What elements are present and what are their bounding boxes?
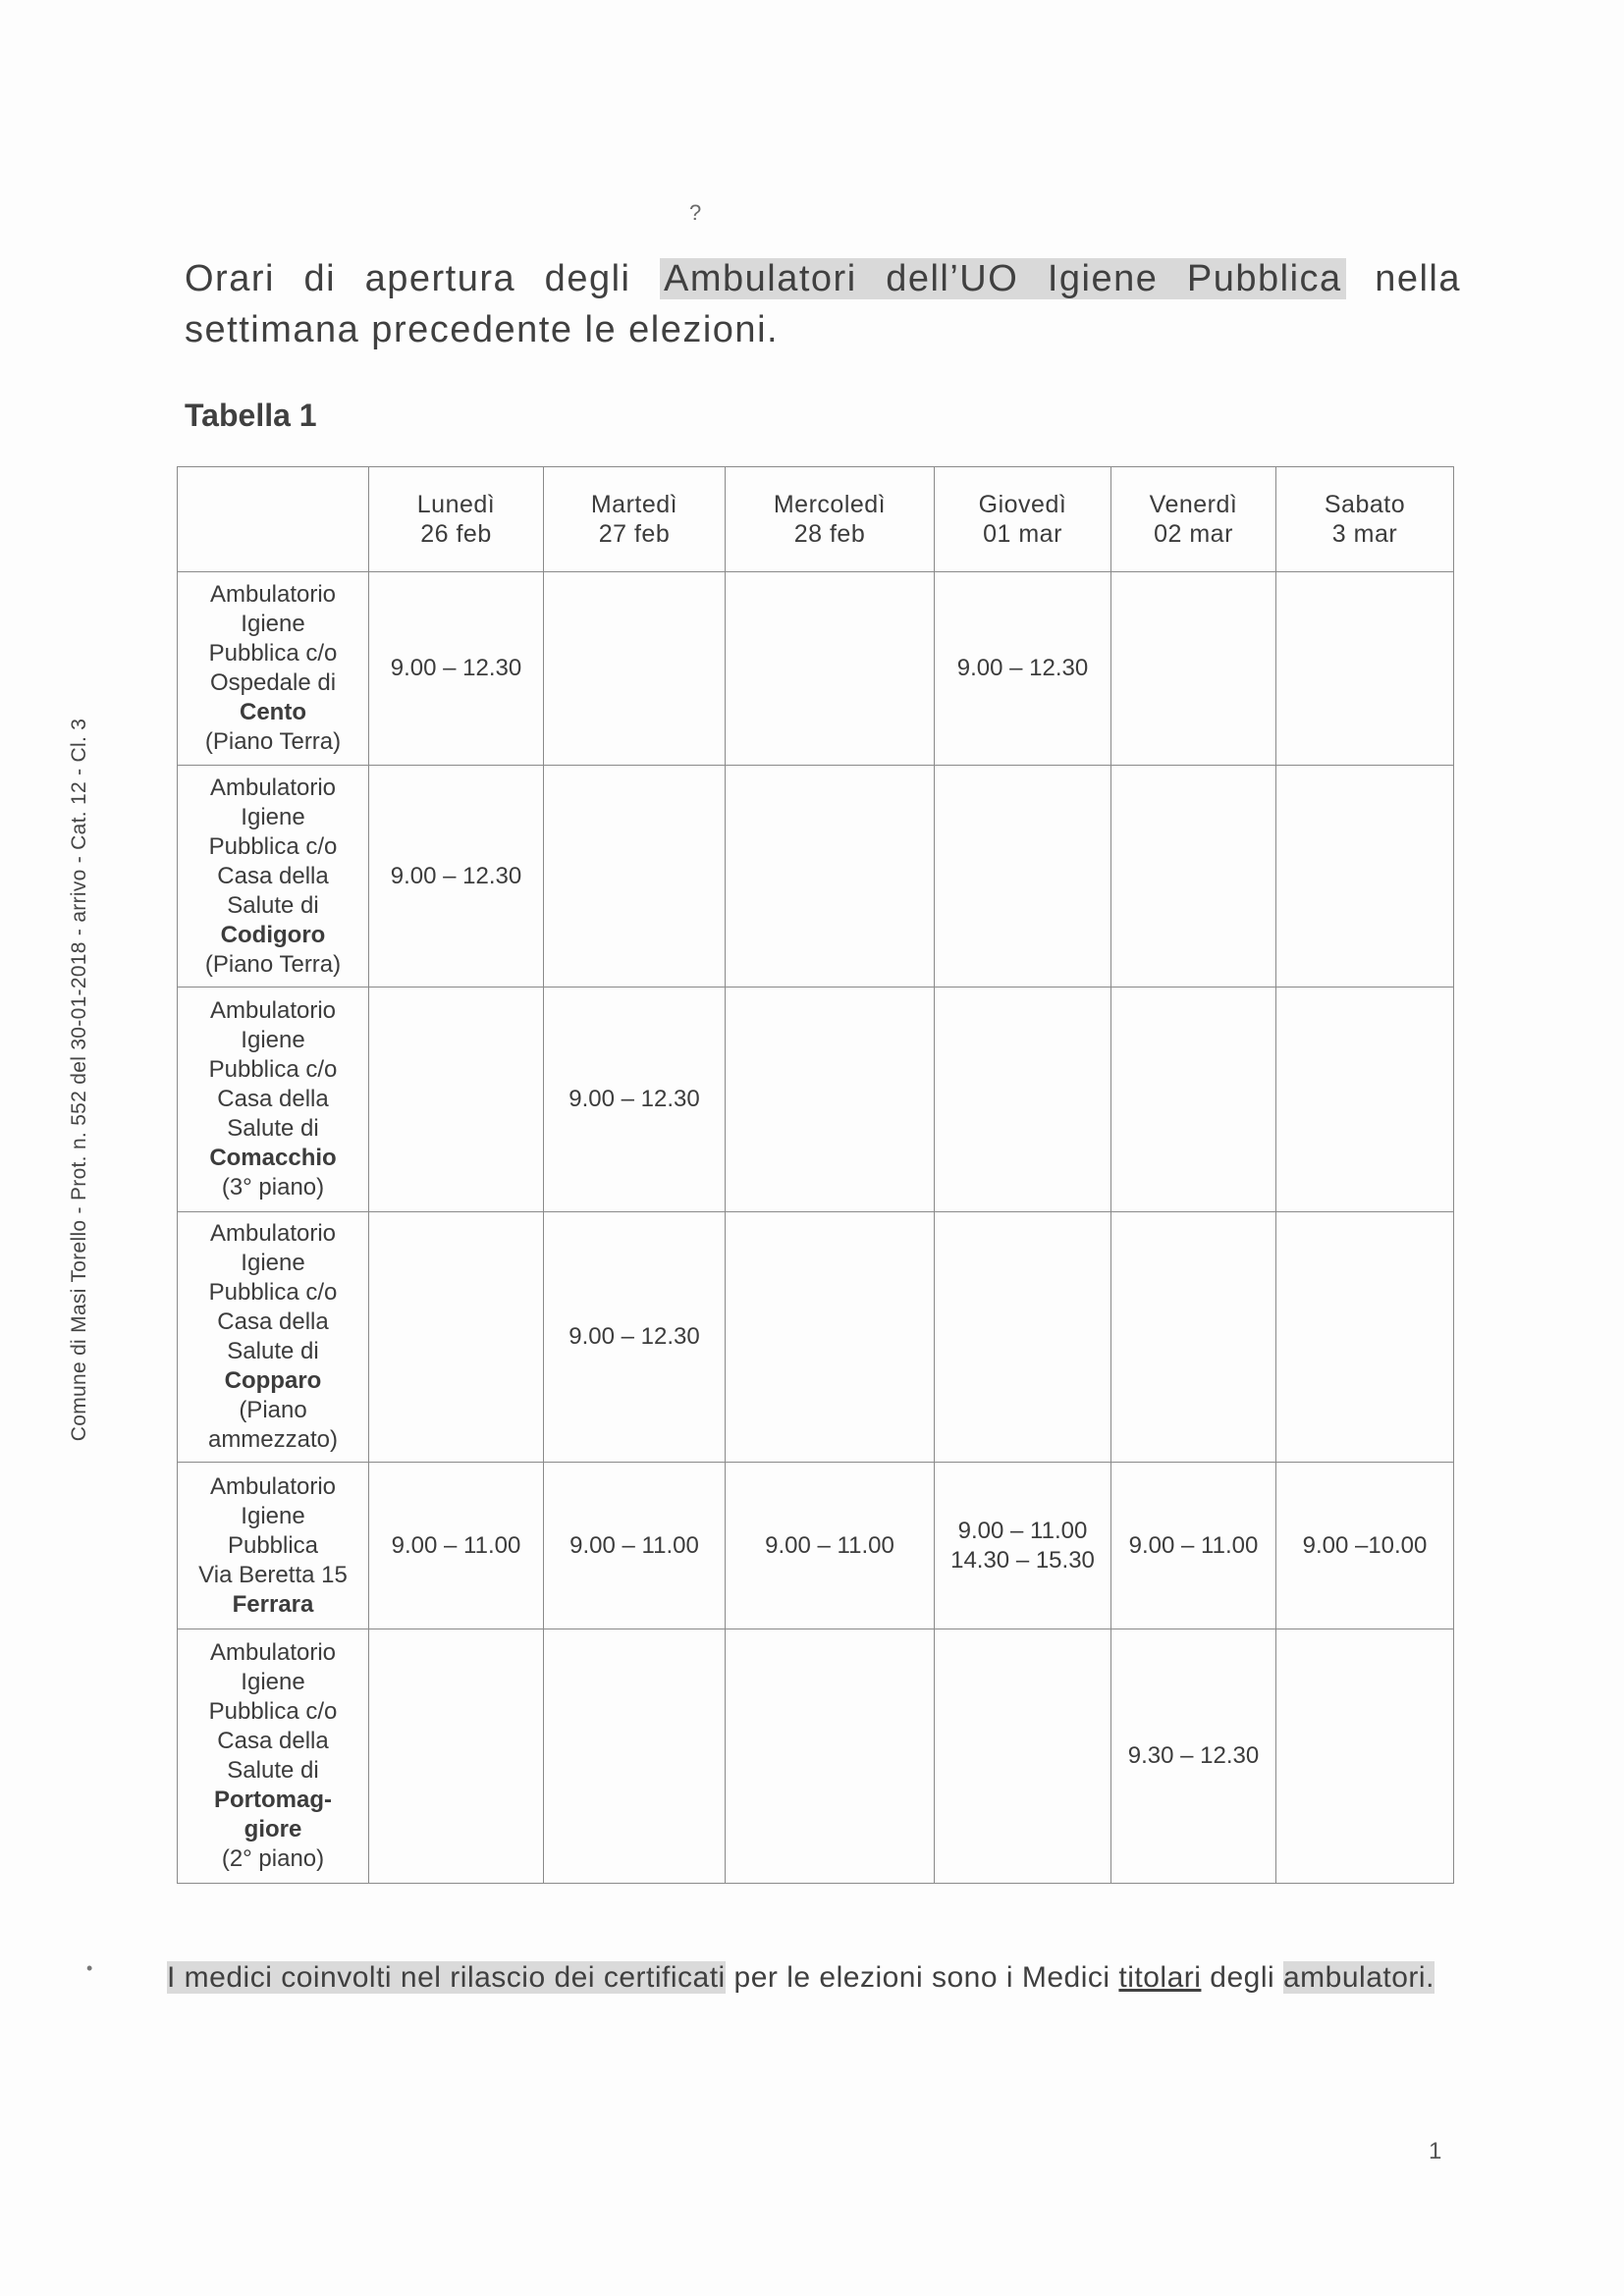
time-cell	[369, 572, 544, 766]
time-cell	[544, 1212, 726, 1463]
footer-highlight-1: I medici coinvolti nel rilascio dei certificati	[167, 1961, 726, 1994]
location-cell	[178, 1463, 369, 1629]
location-line: Igiene	[241, 1502, 305, 1529]
time-slot: 9.00 – 12.30	[956, 655, 1089, 681]
time-slot: 9.00 – 11.00	[957, 1517, 1088, 1544]
time-cell	[369, 766, 544, 988]
location-cell	[178, 1212, 369, 1463]
location-line: Casa della	[217, 862, 329, 889]
location-line: Igiene	[241, 1669, 305, 1695]
footer-highlight-2: ambulatori.	[1283, 1961, 1435, 1994]
location-floor: (Piano Terra)	[204, 950, 342, 978]
time-cell	[935, 766, 1111, 988]
table-row	[178, 572, 1454, 766]
schedule-body	[178, 572, 1454, 1884]
location-line: Ambulatorio	[209, 774, 337, 801]
time-cell	[369, 988, 544, 1212]
location-line: Casa della	[217, 1086, 329, 1112]
location-line: Casa della	[217, 1308, 329, 1335]
location-line: Ambulatorio	[209, 997, 337, 1024]
time-cell	[369, 1629, 544, 1884]
location-line: Pubblica c/o	[208, 1056, 338, 1083]
day-header: Giovedì 01 mar	[935, 467, 1111, 572]
table-row	[178, 1629, 1454, 1884]
title-before: Orari di apertura degli	[185, 258, 661, 299]
time-cell	[726, 766, 935, 988]
location-line: Igiene	[241, 611, 305, 637]
time-cell	[1111, 1629, 1276, 1884]
time-cell	[369, 1212, 544, 1463]
day-header: Sabato 3 mar	[1276, 467, 1454, 572]
margin-dot: •	[86, 1958, 93, 1978]
header-row	[178, 467, 1454, 572]
time-slot: 14.30 – 15.30	[950, 1546, 1095, 1574]
time-cell	[1111, 572, 1276, 766]
time-cell	[935, 1212, 1111, 1463]
time-cell	[726, 572, 935, 766]
time-cell	[935, 988, 1111, 1212]
document-title	[185, 253, 1461, 355]
location-line: Igiene	[241, 803, 305, 830]
location-cell	[178, 988, 369, 1212]
location-line: Ambulatorio	[209, 1472, 337, 1500]
time-cell	[1276, 572, 1454, 766]
day-header: Martedì 27 feb	[544, 467, 726, 572]
location-floor: (3° piano)	[221, 1174, 325, 1201]
title-after: nella settimana precedente le elezioni.	[185, 258, 1461, 350]
location-city: Cento	[240, 699, 306, 725]
location-line: Ambulatorio	[209, 1220, 337, 1247]
location-line: Igiene	[241, 1250, 305, 1276]
time-cell	[544, 1463, 726, 1629]
location-line: Pubblica c/o	[208, 832, 338, 860]
time-cell	[1111, 766, 1276, 988]
location-city: Codigoro	[220, 921, 326, 948]
table-row	[178, 1463, 1454, 1629]
location-city: Ferrara	[232, 1590, 314, 1618]
time-cell	[935, 1629, 1111, 1884]
location-cell	[178, 766, 369, 988]
time-cell	[544, 1629, 726, 1884]
location-cell	[178, 572, 369, 766]
location-city: Copparo	[224, 1367, 322, 1394]
location-line: Casa della	[217, 1728, 329, 1754]
top-mark: ?	[689, 200, 702, 225]
time-slot: 9.00 – 12.30	[568, 1086, 700, 1112]
location-line: Pubblica c/o	[208, 640, 338, 667]
protocol-stamp: Comune di Masi Torello - Prot. n. 552 del 30-01-2018 - arrivo - Cat. 12 - Cl. 3	[68, 718, 90, 1442]
time-cell	[726, 988, 935, 1212]
time-cell	[544, 572, 726, 766]
time-cell	[1276, 1463, 1454, 1629]
location-line: Pubblica	[227, 1531, 319, 1559]
table-row	[178, 988, 1454, 1212]
footer-text-2: degli	[1201, 1961, 1283, 1994]
location-line: Ambulatorio	[209, 581, 337, 608]
time-cell	[1111, 1212, 1276, 1463]
location-line: Salute di	[227, 1338, 319, 1364]
location-city: Portomag-	[214, 1787, 332, 1813]
location-line: Pubblica c/o	[208, 1698, 338, 1725]
time-slot: 9.00 – 11.00	[765, 1531, 894, 1559]
location-line: Igiene	[241, 1027, 305, 1053]
location-floor: (Piano Terra)	[204, 728, 342, 755]
time-cell	[544, 766, 726, 988]
location-floor: ammezzato)	[207, 1426, 339, 1453]
time-cell	[1111, 988, 1276, 1212]
location-line: Salute di	[227, 891, 319, 919]
location-city: giore	[244, 1816, 302, 1842]
table-row	[178, 1212, 1454, 1463]
time-cell	[726, 1463, 935, 1629]
time-cell	[1276, 988, 1454, 1212]
location-floor: (Piano	[239, 1397, 307, 1423]
time-cell	[1276, 1212, 1454, 1463]
title-highlight: Ambulatori dell’UO Igiene Pubblica	[660, 258, 1346, 299]
time-slot: 9.00 – 12.30	[568, 1323, 700, 1350]
time-cell	[1276, 1629, 1454, 1884]
location-floor: (2° piano)	[221, 1845, 325, 1872]
time-slot: 9.30 – 12.30	[1127, 1742, 1260, 1769]
table-label: Tabella 1	[185, 398, 317, 433]
location-line: Pubblica c/o	[208, 1279, 338, 1306]
location-cell	[178, 1629, 369, 1884]
time-cell	[935, 1463, 1111, 1629]
location-city: Comacchio	[209, 1145, 337, 1171]
time-slot: 9.00 – 12.30	[390, 655, 522, 681]
time-cell	[544, 988, 726, 1212]
location-line: Ospedale di	[209, 669, 337, 696]
time-slot: 9.00 –10.00	[1302, 1531, 1428, 1559]
day-header: Venerdì 02 mar	[1111, 467, 1276, 572]
time-cell	[726, 1629, 935, 1884]
location-line: Salute di	[227, 1757, 319, 1784]
footer-underlined: titolari	[1118, 1961, 1202, 1994]
time-slot: 9.00 – 12.30	[390, 862, 522, 889]
location-line: Via Beretta 15	[198, 1561, 348, 1588]
time-slot: 9.00 – 11.00	[569, 1531, 699, 1559]
time-cell	[369, 1463, 544, 1629]
time-cell	[935, 572, 1111, 766]
location-line: Ambulatorio	[209, 1639, 337, 1666]
day-header: Mercoledì 28 feb	[726, 467, 935, 572]
footer-note	[167, 1956, 1443, 2000]
time-cell	[726, 1212, 935, 1463]
time-cell	[1111, 1463, 1276, 1629]
day-header: Lunedì 26 feb	[369, 467, 544, 572]
time-slot: 9.00 – 11.00	[391, 1531, 521, 1559]
time-slot: 9.00 – 11.00	[1128, 1531, 1259, 1559]
table-row	[178, 766, 1454, 988]
time-cell	[1276, 766, 1454, 988]
page-number: 1	[1429, 2138, 1442, 2164]
footer-text-1: per le elezioni sono i Medici	[725, 1961, 1119, 1994]
header-corner	[178, 467, 369, 572]
location-line: Salute di	[227, 1115, 319, 1142]
schedule-table	[177, 466, 1454, 1884]
